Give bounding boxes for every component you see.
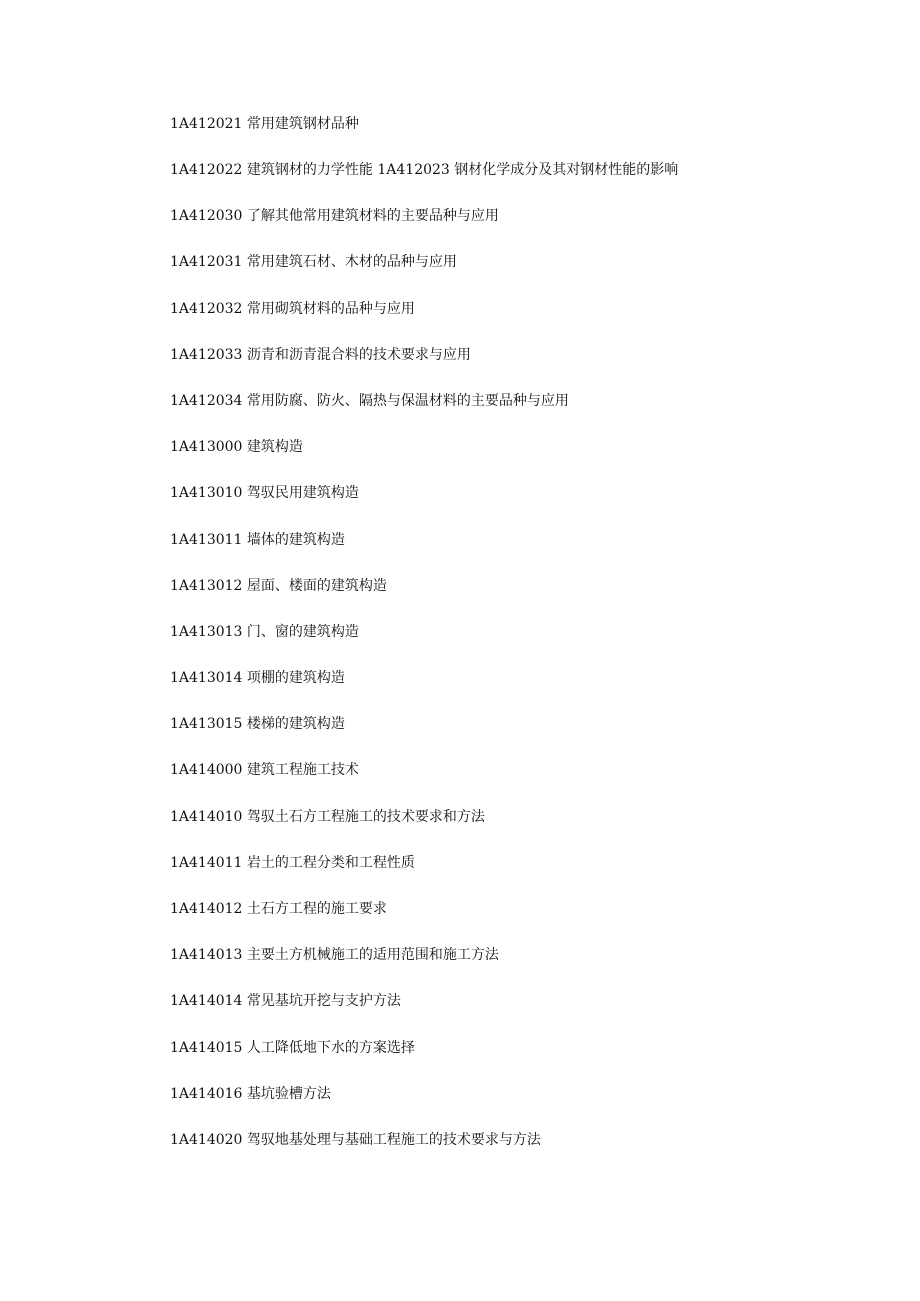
text-line: 1A412030 了解其他常用建筑材料的主要品种与应用 bbox=[170, 208, 499, 225]
text-line: 1A412021 常用建筑钢材品种 bbox=[170, 116, 359, 132]
text-line: 1A412032 常用砌筑材料的品种与应用 bbox=[170, 300, 415, 317]
text-line: 1A412022 建筑钢材的力学性能 1A412023 钢材化学成分及其对钢材性能的影响 bbox=[170, 162, 679, 179]
text-line: 1A413011 墙体的建筑构造 bbox=[170, 531, 345, 548]
text-line: 1A414016 基坑验槽方法 bbox=[170, 1085, 331, 1102]
text-line: 1A413012 屋面、楼面的建筑构造 bbox=[170, 577, 387, 594]
text-line: 1A414000 建筑工程施工技术 bbox=[170, 762, 359, 779]
text-line: 1A413015 楼梯的建筑构造 bbox=[170, 716, 345, 733]
text-line: 1A413014 项棚的建筑构造 bbox=[170, 670, 345, 687]
text-line: 1A412033 沥青和沥青混合料的技术要求与应用 bbox=[170, 346, 471, 363]
text-line: 1A414015 人工降低地下水的方案选择 bbox=[170, 1039, 415, 1056]
text-line: 1A412034 常用防腐、防火、隔热与保温材料的主要品种与应用 bbox=[170, 392, 569, 409]
document-body bbox=[170, 114, 690, 1176]
text-line: 1A414011 岩土的工程分类和工程性质 bbox=[170, 854, 415, 871]
text-line: 1A414012 土石方工程的施工要求 bbox=[170, 901, 387, 917]
text-line: 1A412031 常用建筑石材、木材的品种与应用 bbox=[170, 254, 457, 271]
text-line: 1A413013 门、窗的建筑构造 bbox=[170, 623, 359, 640]
text-line: 1A414010 驾驭土石方工程施工的技术要求和方法 bbox=[170, 808, 485, 825]
text-line: 1A413010 驾驭民用建筑构造 bbox=[170, 485, 359, 502]
text-line: 1A414013 主要土方机械施工的适用范围和施工方法 bbox=[170, 947, 499, 964]
text-line: 1A414014 常见基坑开挖与支护方法 bbox=[170, 993, 401, 1010]
text-line: 1A413000 建筑构造 bbox=[170, 439, 303, 456]
text-line: 1A414020 驾驭地基处理与基础工程施工的技术要求与方法 bbox=[170, 1131, 541, 1148]
